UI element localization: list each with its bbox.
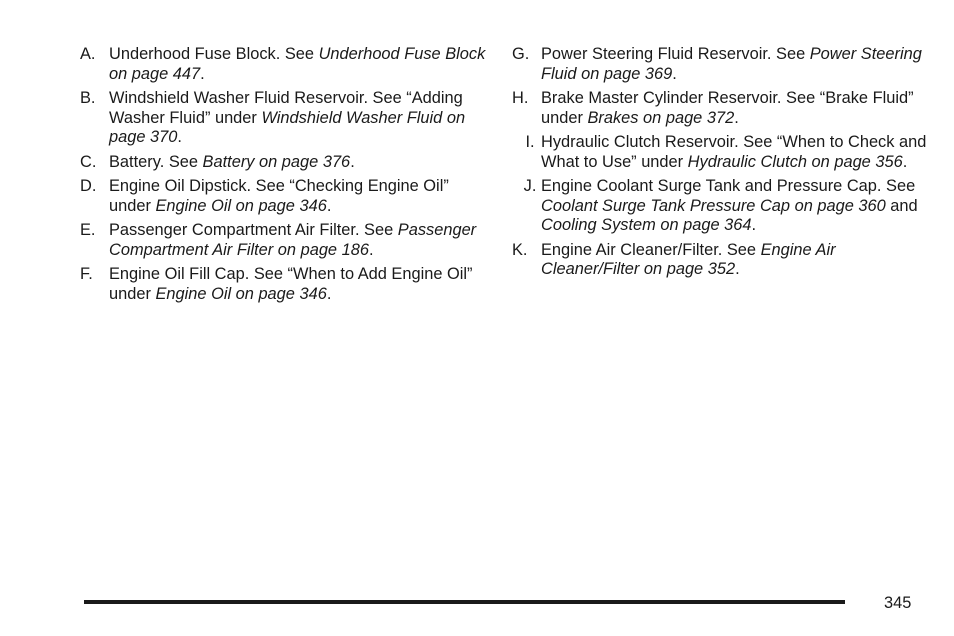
item-letter-label: F. xyxy=(80,264,93,283)
item-letter-label: B. xyxy=(80,88,96,107)
item-letter-label: A. xyxy=(80,45,96,63)
cross-reference: Engine Oil on page 346 xyxy=(155,196,327,215)
cross-reference: Power Steering Fluid on page 369 xyxy=(541,45,922,83)
item-text xyxy=(109,89,495,148)
item-text-segment: . xyxy=(672,64,677,83)
item-letter xyxy=(80,153,109,173)
cross-reference: Hydraulic Clutch on page 356 xyxy=(687,152,903,171)
item-letter xyxy=(512,241,541,280)
item-text xyxy=(541,45,932,84)
list-item xyxy=(80,89,495,148)
item-letter xyxy=(80,221,109,260)
item-letter xyxy=(80,265,109,304)
item-text-segment: . xyxy=(751,216,757,235)
item-text-segment: . xyxy=(350,152,355,171)
item-text-segment: . xyxy=(177,128,182,147)
list-item xyxy=(80,177,495,216)
footer-rule xyxy=(84,600,845,604)
item-text-segment: Hydraulic Clutch Reservoir. See “When to Check and What to Use” under xyxy=(541,132,927,171)
cross-reference: Brakes on page 372 xyxy=(587,108,735,127)
item-letter xyxy=(512,177,541,236)
item-letter xyxy=(80,89,109,148)
item-letter-label: G. xyxy=(512,45,530,63)
cross-reference: Battery on page 376 xyxy=(202,152,351,171)
item-letter xyxy=(512,133,541,172)
item-letter-label: K. xyxy=(512,240,528,259)
list-item xyxy=(512,45,932,84)
item-letter-label: D. xyxy=(80,176,97,195)
item-text-segment: Engine Coolant Surge Tank and Pressure Cap. See xyxy=(541,176,916,195)
item-letter xyxy=(512,89,541,128)
item-letter xyxy=(80,45,109,84)
item-text-segment: Engine Oil Fill Cap. See “When to Add Engine Oil” under xyxy=(109,264,473,303)
item-letter xyxy=(512,45,541,84)
page-number: 345 xyxy=(884,594,912,612)
item-text xyxy=(541,89,932,128)
item-letter-label: J. xyxy=(523,176,537,195)
cross-reference: Cooling System on page 364 xyxy=(541,216,752,235)
item-text-segment: . xyxy=(734,108,739,127)
item-text-segment: Underhood Fuse Block. See xyxy=(109,45,319,63)
list-item xyxy=(512,89,932,128)
list-item xyxy=(80,221,495,260)
cross-reference: Windshield Washer Fluid on page 370 xyxy=(109,108,466,147)
item-text xyxy=(541,177,932,236)
item-text-segment: . xyxy=(326,284,332,303)
item-text-segment: . xyxy=(326,196,332,215)
item-text-segment: Passenger Compartment Air Filter. See xyxy=(109,220,398,239)
item-text xyxy=(109,265,495,304)
item-text-segment: . xyxy=(368,240,374,259)
list-item xyxy=(80,265,495,304)
cross-reference: Underhood Fuse Block on page 447 xyxy=(109,45,486,83)
item-text-segment: . xyxy=(200,64,205,83)
item-text-segment: Engine Air Cleaner/Filter. See xyxy=(541,240,761,259)
item-letter-label: E. xyxy=(80,220,96,239)
item-text xyxy=(109,221,495,260)
item-text xyxy=(541,133,932,172)
list-item xyxy=(80,153,495,173)
item-letter-label: H. xyxy=(512,88,529,107)
item-text-segment: Engine Oil Dipstick. See “Checking Engine Oil” under xyxy=(109,176,449,215)
item-letter xyxy=(80,177,109,216)
item-text-segment: and xyxy=(885,196,918,215)
item-letter-label: I. xyxy=(525,132,535,151)
list-item xyxy=(80,45,495,84)
item-text xyxy=(109,153,495,173)
cross-reference: Engine Oil on page 346 xyxy=(155,284,327,303)
item-text xyxy=(109,177,495,216)
left-column xyxy=(80,45,495,309)
list-item xyxy=(512,177,932,236)
item-text xyxy=(109,45,495,84)
list-item xyxy=(512,241,932,280)
item-text-segment: . xyxy=(902,152,908,171)
item-text-segment: Battery. See xyxy=(109,152,203,171)
item-text-segment: Brake Master Cylinder Reservoir. See “Brake Fluid” under xyxy=(541,88,914,127)
item-text xyxy=(541,241,932,280)
item-text-segment: Windshield Washer Fluid Reservoir. See “Adding Washer Fluid” under xyxy=(109,88,463,127)
cross-reference: Coolant Surge Tank Pressure Cap on page 360 xyxy=(541,196,886,215)
item-text-segment: Power Steering Fluid Reservoir. See xyxy=(541,45,810,63)
right-column xyxy=(512,45,932,285)
list-item xyxy=(512,133,932,172)
cross-reference: Passenger Compartment Air Filter on page 186 xyxy=(109,220,477,259)
cross-reference: Engine Air Cleaner/Filter on page 352 xyxy=(541,240,836,279)
item-text-segment: . xyxy=(735,260,740,279)
item-letter-label: C. xyxy=(80,152,97,171)
